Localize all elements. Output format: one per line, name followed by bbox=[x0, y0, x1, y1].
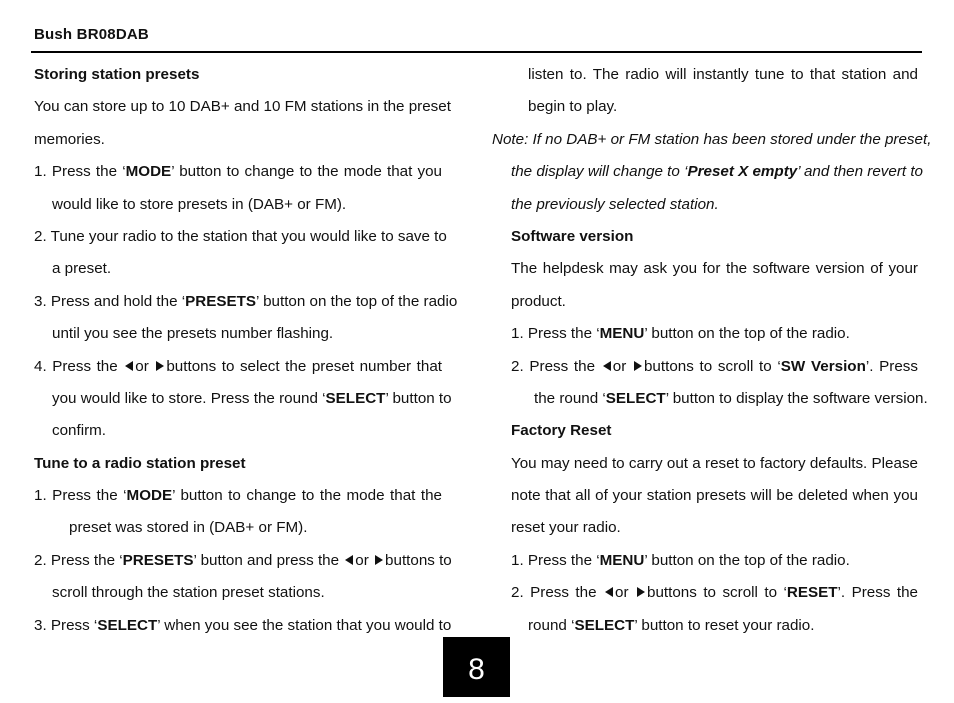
left-arrow-icon bbox=[605, 587, 613, 597]
factory-reset-heading: Factory Reset bbox=[511, 422, 612, 440]
right-column bbox=[492, 59, 932, 642]
preset-note-cont: the display will change to ‘Preset X empty’ and then revert to bbox=[511, 163, 924, 181]
tune-step-3-cont: listen to. The radio will instantly tune to that station and bbox=[528, 66, 918, 83]
store-step-3: 3. Press and hold the ‘PRESETS’ button on the top of the radio bbox=[34, 292, 458, 310]
software-step-2-cont: the round ‘SELECT’ button to display the software version. bbox=[534, 389, 928, 407]
preset-note: Note: If no DAB+ or FM station has been stored under the preset, bbox=[492, 130, 932, 148]
storing-presets-heading: Storing station presets bbox=[34, 66, 200, 83]
left-arrow-icon bbox=[125, 361, 133, 371]
store-step-4-cont: you would like to store. Press the round ‘SELECT’ button to bbox=[52, 389, 452, 407]
store-step-2: 2. Tune your radio to the station that you would like to save to bbox=[34, 227, 447, 245]
tune-step-3-end: begin to play. bbox=[528, 98, 618, 116]
header-rule bbox=[31, 51, 922, 53]
tune-preset-heading: Tune to a radio station preset bbox=[34, 454, 246, 472]
software-step-1: 1. Press the ‘MENU’ button on the top of the radio. bbox=[511, 325, 850, 343]
right-arrow-icon bbox=[637, 587, 645, 597]
left-arrow-icon bbox=[603, 361, 611, 371]
software-intro-line-2: product. bbox=[511, 292, 566, 310]
tune-step-1: 1. Press the ‘MODE’ button to change to the mode that the bbox=[34, 487, 443, 505]
right-arrow-icon bbox=[634, 361, 642, 371]
store-step-4-end: confirm. bbox=[52, 422, 107, 440]
store-step-2-cont: a preset. bbox=[52, 260, 112, 278]
store-step-4: 4. Press the or buttons to select the preset number that bbox=[34, 357, 442, 375]
left-column bbox=[34, 59, 458, 642]
factory-intro-line-1: You may need to carry out a reset to factory defaults. Please bbox=[511, 454, 918, 472]
tune-step-1-cont: preset was stored in (DAB+ or FM). bbox=[69, 519, 308, 537]
preset-note-end: the previously selected station. bbox=[511, 195, 719, 213]
right-arrow-icon bbox=[375, 555, 383, 565]
software-intro-line-1: The helpdesk may ask you for the software version of your bbox=[511, 260, 918, 278]
tune-step-2: 2. Press the ‘PRESETS’ button and press the or buttons to bbox=[34, 551, 452, 569]
right-arrow-icon bbox=[156, 361, 164, 371]
page-number: 8 bbox=[443, 637, 510, 697]
tune-step-3: 3. Press ‘SELECT’ when you see the station that you would to bbox=[34, 616, 452, 634]
software-step-2: 2. Press the or buttons to scroll to ‘SW Version’. Press bbox=[511, 357, 918, 375]
store-step-3-cont: until you see the presets number flashing. bbox=[52, 325, 334, 343]
store-step-1-cont: would like to store presets in (DAB+ or FM). bbox=[52, 195, 347, 213]
factory-step-1: 1. Press the ‘MENU’ button on the top of the radio. bbox=[511, 551, 850, 569]
storing-intro-line-1: You can store up to 10 DAB+ and 10 FM stations in the preset bbox=[34, 98, 451, 116]
storing-intro-line-2: memories. bbox=[34, 130, 105, 148]
factory-step-2: 2. Press the or buttons to scroll to ‘RESET’. Press the bbox=[511, 584, 918, 602]
tune-step-2-cont: scroll through the station preset stations. bbox=[52, 584, 325, 602]
store-step-1: 1. Press the ‘MODE’ button to change to the mode that you bbox=[34, 163, 443, 181]
factory-intro-line-3: reset your radio. bbox=[511, 519, 621, 537]
left-arrow-icon bbox=[345, 555, 353, 565]
software-version-heading: Software version bbox=[511, 227, 634, 245]
factory-intro-line-2: note that all of your station presets will be deleted when you bbox=[511, 487, 918, 505]
document-title: Bush BR08DAB bbox=[34, 26, 149, 43]
factory-step-2-cont: round ‘SELECT’ button to reset your radio. bbox=[528, 616, 815, 634]
